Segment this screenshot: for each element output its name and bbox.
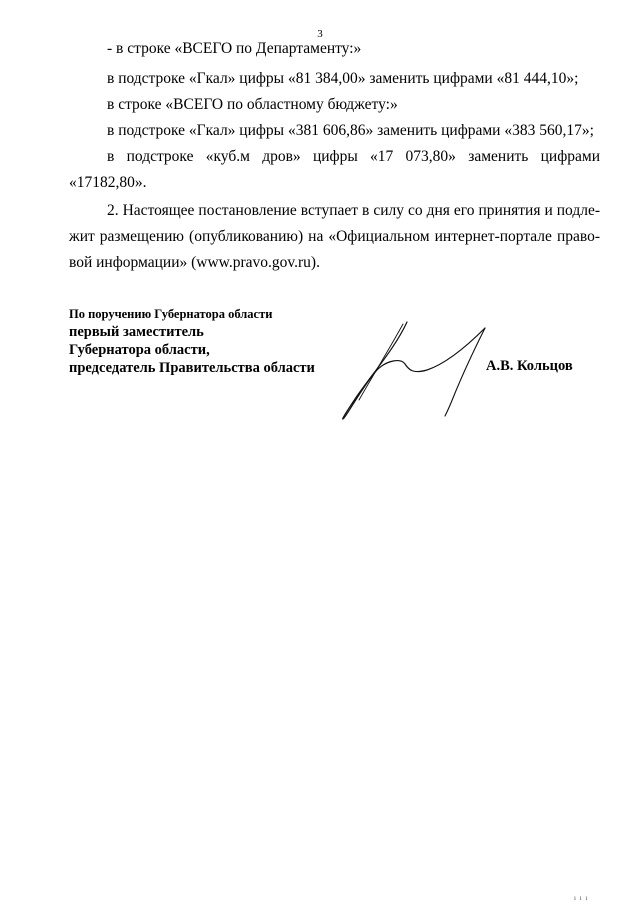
signature-line: председатель Правительства области bbox=[69, 360, 315, 376]
text-line: в подстроке «куб.м дров» цифры «17 073,80» заменить цифрами bbox=[107, 148, 600, 165]
footer-mark: ı ı ı bbox=[574, 894, 589, 902]
handwritten-signature bbox=[335, 318, 495, 428]
signatory-name: А.В. Кольцов bbox=[486, 358, 573, 374]
signature-line: Губернатора области, bbox=[69, 342, 210, 358]
text-line: - в строке «ВСЕГО по Департаменту:» bbox=[107, 40, 362, 57]
text-line: вой информации» (www.pravo.gov.ru). bbox=[69, 254, 320, 271]
text-line: жит размещению (опубликованию) на «Официальном интернет-портале право- bbox=[69, 228, 600, 245]
text-line: 2. Настоящее постановление вступает в силу со дня его принятия и подле- bbox=[107, 202, 600, 219]
signature-line: По поручению Губернатора области bbox=[69, 307, 273, 321]
text-line: «17182,80». bbox=[69, 174, 147, 191]
text-line: в подстроке «Гкал» цифры «81 384,00» заменить цифрами «81 444,10»; bbox=[107, 70, 579, 87]
text-line: в строке «ВСЕГО по областному бюджету:» bbox=[107, 96, 398, 113]
signature-line: первый заместитель bbox=[69, 324, 204, 340]
text-line: в подстроке «Гкал» цифры «381 606,86» заменить цифрами «383 560,17»; bbox=[107, 122, 594, 139]
page-number: 3 bbox=[317, 28, 323, 40]
